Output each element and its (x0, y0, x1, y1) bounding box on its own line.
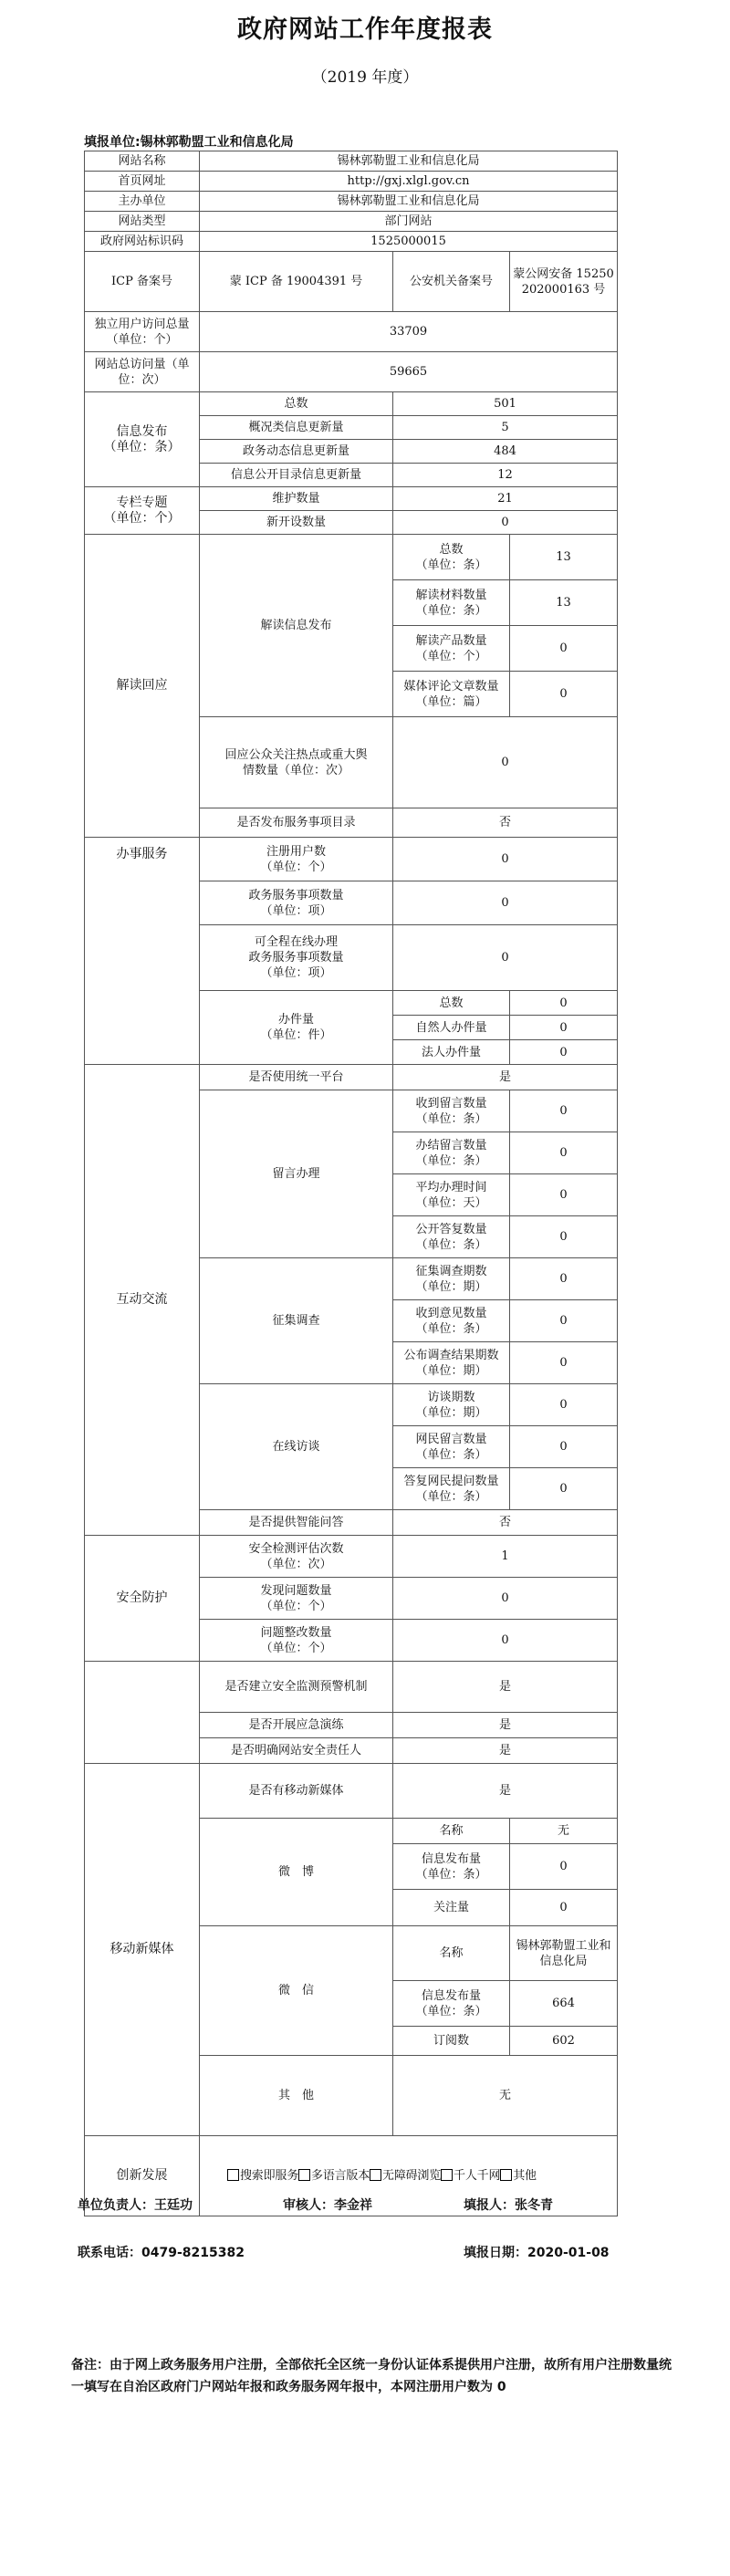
label-wechat-posts: 信息发布量 （单位：条） (393, 1981, 510, 2027)
value-publish-overview: 5 (393, 416, 618, 440)
value-interview-msg: 0 (510, 1426, 618, 1468)
label-wechat-subs: 订阅数 (393, 2027, 510, 2056)
label-service-items: 政务服务事项数量 （单位：项） (200, 881, 393, 925)
label-service-catalog: 是否发布服务事项目录 (200, 808, 393, 838)
value-wechat-posts: 664 (510, 1981, 618, 2027)
value-interview-reply: 0 (510, 1468, 618, 1510)
checkbox-search-as-service[interactable]: 搜索即服务 (227, 2169, 298, 2183)
label-site-code: 政府网站标识码 (85, 232, 200, 252)
label-icp: ICP 备案号 (85, 252, 200, 312)
filing-date: 填报日期：2020-01-08 (464, 2246, 610, 2260)
checkbox-personalized[interactable]: 千人千网 (441, 2169, 500, 2183)
value-security-check: 1 (393, 1536, 618, 1578)
checkbox-other[interactable]: 其他 (500, 2169, 537, 2183)
value-icp: 蒙 ICP 备 19004391 号 (200, 252, 393, 312)
value-weibo-follow: 0 (510, 1890, 618, 1926)
label-column-maintain: 维护数量 (200, 487, 393, 511)
value-handle-natural: 0 (510, 1016, 618, 1040)
label-publish-catalog: 信息公开目录信息更新量 (200, 464, 393, 487)
label-message-handling: 留言办理 (200, 1090, 393, 1258)
section-innovation: 创新发展 (85, 2136, 200, 2216)
value-weibo-name: 无 (510, 1819, 618, 1844)
section-interaction: 互动交流 (85, 1065, 200, 1536)
row-publish-total (85, 392, 618, 416)
value-survey-opinion: 0 (510, 1300, 618, 1342)
label-weibo-follow: 关注量 (393, 1890, 510, 1926)
label-police-record: 公安机关备案号 (393, 252, 510, 312)
value-publish-news: 484 (393, 440, 618, 464)
report-title: 政府网站工作年度报表 (237, 16, 493, 44)
value-service-users: 0 (393, 838, 618, 881)
value-msg-days: 0 (510, 1174, 618, 1216)
reviewer: 审核人：李金祥 (283, 2198, 372, 2213)
label-site-type: 网站类型 (85, 212, 200, 232)
principal: 单位负责人：王廷功 (78, 2198, 193, 2213)
label-survey-count: 征集调查期数 （单位：期） (393, 1258, 510, 1300)
label-security-check: 安全检测评估次数 （单位：次） (200, 1536, 393, 1578)
row-security-monitor (85, 1662, 618, 1713)
value-wechat-subs: 602 (510, 2027, 618, 2056)
value-unified-platform: 是 (393, 1065, 618, 1090)
label-interpret-material: 解读材料数量 （单位：条） (393, 580, 510, 626)
value-publish-total: 501 (393, 392, 618, 416)
value-survey-count: 0 (510, 1258, 618, 1300)
row-unified-platform (85, 1065, 618, 1090)
value-msg-reply: 0 (510, 1216, 618, 1258)
row-site-name (85, 151, 618, 172)
section-security-blank (85, 1662, 200, 1764)
label-security-fixed: 问题整改数量 （单位：个） (200, 1620, 393, 1662)
value-security-monitor: 是 (393, 1662, 618, 1713)
value-handle-total: 0 (510, 991, 618, 1016)
label-handle-natural: 自然人办件量 (393, 1016, 510, 1040)
label-smart-qa: 是否提供智能问答 (200, 1510, 393, 1536)
value-security-drill: 是 (393, 1713, 618, 1738)
row-interpret-total (85, 535, 618, 580)
label-msg-received: 收到留言数量 （单位：条） (393, 1090, 510, 1132)
label-interpret-product: 解读产品数量 （单位：个） (393, 626, 510, 672)
label-security-drill: 是否开展应急演练 (200, 1713, 393, 1738)
label-handle-total: 总数 (393, 991, 510, 1016)
row-homepage (85, 172, 618, 192)
label-unified-platform: 是否使用统一平台 (200, 1065, 393, 1090)
value-site-code: 1525000015 (200, 232, 618, 252)
label-interpret-total: 总数 （单位：条） (393, 535, 510, 580)
label-weibo: 微 博 (200, 1819, 393, 1926)
value-column-maintain: 21 (393, 487, 618, 511)
row-column-maintain (85, 487, 618, 511)
filler: 填报人：张冬青 (464, 2198, 553, 2213)
section-publish: 信息发布 （单位：条） (85, 392, 200, 487)
value-interview-count: 0 (510, 1384, 618, 1426)
value-weibo-posts: 0 (510, 1844, 618, 1890)
value-security-found: 0 (393, 1578, 618, 1620)
contact-phone: 联系电话：0479-8215382 (78, 2246, 245, 2260)
value-column-new: 0 (393, 511, 618, 535)
value-msg-received: 0 (510, 1090, 618, 1132)
label-service-users: 注册用户数 （单位：个） (200, 838, 393, 881)
value-service-catalog: 否 (393, 808, 618, 838)
label-interpret-release: 解读信息发布 (200, 535, 393, 717)
value-service-items: 0 (393, 881, 618, 925)
value-service-online: 0 (393, 925, 618, 991)
label-msg-done: 办结留言数量 （单位：条） (393, 1132, 510, 1174)
value-survey-result: 0 (510, 1342, 618, 1384)
value-unique-visitors: 33709 (200, 312, 618, 352)
value-has-mobile: 是 (393, 1764, 618, 1819)
report-year: （2019 年度） (311, 68, 419, 87)
value-interpret-product: 0 (510, 626, 618, 672)
row-host (85, 192, 618, 212)
row-unique-visitors (85, 312, 618, 352)
report-table (84, 151, 618, 2216)
label-wechat: 微 信 (200, 1926, 393, 2056)
label-msg-reply: 公开答复数量 （单位：条） (393, 1216, 510, 1258)
row-site-code (85, 232, 618, 252)
label-survey-result: 公布调查结果期数 （单位：期） (393, 1342, 510, 1384)
innovation-options (200, 2136, 618, 2216)
row-icp (85, 252, 618, 312)
label-interview-reply: 答复网民提问数量 （单位：条） (393, 1468, 510, 1510)
row-page-views (85, 352, 618, 392)
checkbox-multilingual[interactable]: 多语言版本 (298, 2169, 370, 2183)
label-site-name: 网站名称 (85, 151, 200, 172)
row-has-mobile (85, 1764, 618, 1819)
value-security-fixed: 0 (393, 1620, 618, 1662)
value-site-type: 部门网站 (200, 212, 618, 232)
label-column-new: 新开设数量 (200, 511, 393, 535)
label-service-online: 可全程在线办理 政务服务事项数量 （单位：项） (200, 925, 393, 991)
section-security: 安全防护 (85, 1536, 200, 1662)
value-handle-legal: 0 (510, 1040, 618, 1065)
section-interpret: 解读回应 (85, 535, 200, 838)
label-weibo-name: 名称 (393, 1819, 510, 1844)
value-wechat-name: 锡林郭勒盟工业和信息化局 (510, 1926, 618, 1981)
label-survey: 征集调查 (200, 1258, 393, 1384)
row-security-check (85, 1536, 618, 1578)
value-interpret-total: 13 (510, 535, 618, 580)
label-interview-count: 访谈期数 （单位：期） (393, 1384, 510, 1426)
section-column: 专栏专题 （单位：个） (85, 487, 200, 535)
label-host: 主办单位 (85, 192, 200, 212)
label-survey-opinion: 收到意见数量 （单位：条） (393, 1300, 510, 1342)
value-interpret-hot: 0 (393, 717, 618, 808)
value-police-record: 蒙公网安备 15250202000163 号 (510, 252, 618, 312)
section-service: 办事服务 (85, 838, 200, 1065)
value-smart-qa: 否 (393, 1510, 618, 1536)
label-unique-visitors: 独立用户访问总量（单位：个） (85, 312, 200, 352)
label-has-mobile: 是否有移动新媒体 (200, 1764, 393, 1819)
row-service-users (85, 838, 618, 881)
label-security-monitor: 是否建立安全监测预警机制 (200, 1662, 393, 1713)
label-interview: 在线访谈 (200, 1384, 393, 1510)
section-mobile: 移动新媒体 (85, 1764, 200, 2136)
label-msg-days: 平均办理时间 （单位：天） (393, 1174, 510, 1216)
value-msg-done: 0 (510, 1132, 618, 1174)
label-handle-legal: 法人办件量 (393, 1040, 510, 1065)
remark: 备注：由于网上政务服务用户注册，全部依托全区统一身份认证体系提供用户注册，故所有用户注册数量统一填写在自治区政府门户网站年报和政务服务网年报中，本网注册用户数为 0 (71, 2358, 672, 2394)
value-host: 锡林郭勒盟工业和信息化局 (200, 192, 618, 212)
label-security-found: 发现问题数量 （单位：个） (200, 1578, 393, 1620)
value-publish-catalog: 12 (393, 464, 618, 487)
label-interpret-media: 媒体评论文章数量 （单位：篇） (393, 672, 510, 717)
label-handle: 办件量 （单位：件） (200, 991, 393, 1065)
value-homepage: http://gxj.xlgl.gov.cn (200, 172, 618, 192)
label-publish-total: 总数 (200, 392, 393, 416)
label-page-views: 网站总访问量（单位：次） (85, 352, 200, 392)
row-site-type (85, 212, 618, 232)
label-interview-msg: 网民留言数量 （单位：条） (393, 1426, 510, 1468)
value-interpret-material: 13 (510, 580, 618, 626)
label-security-owner: 是否明确网站安全责任人 (200, 1738, 393, 1764)
checkbox-accessibility[interactable]: 无障碍浏览 (370, 2169, 441, 2183)
label-homepage: 首页网址 (85, 172, 200, 192)
value-mobile-other: 无 (393, 2056, 618, 2136)
filing-unit: 填报单位:锡林郭勒盟工业和信息化局 (84, 135, 294, 150)
value-page-views: 59665 (200, 352, 618, 392)
label-weibo-posts: 信息发布量 （单位：条） (393, 1844, 510, 1890)
label-mobile-other: 其 他 (200, 2056, 393, 2136)
label-interpret-hot: 回应公众关注热点或重大舆情数量（单位：次） (200, 717, 393, 808)
label-publish-overview: 概况类信息更新量 (200, 416, 393, 440)
label-publish-news: 政务动态信息更新量 (200, 440, 393, 464)
value-site-name: 锡林郭勒盟工业和信息化局 (200, 151, 618, 172)
value-security-owner: 是 (393, 1738, 618, 1764)
value-interpret-media: 0 (510, 672, 618, 717)
label-wechat-name: 名称 (393, 1926, 510, 1981)
